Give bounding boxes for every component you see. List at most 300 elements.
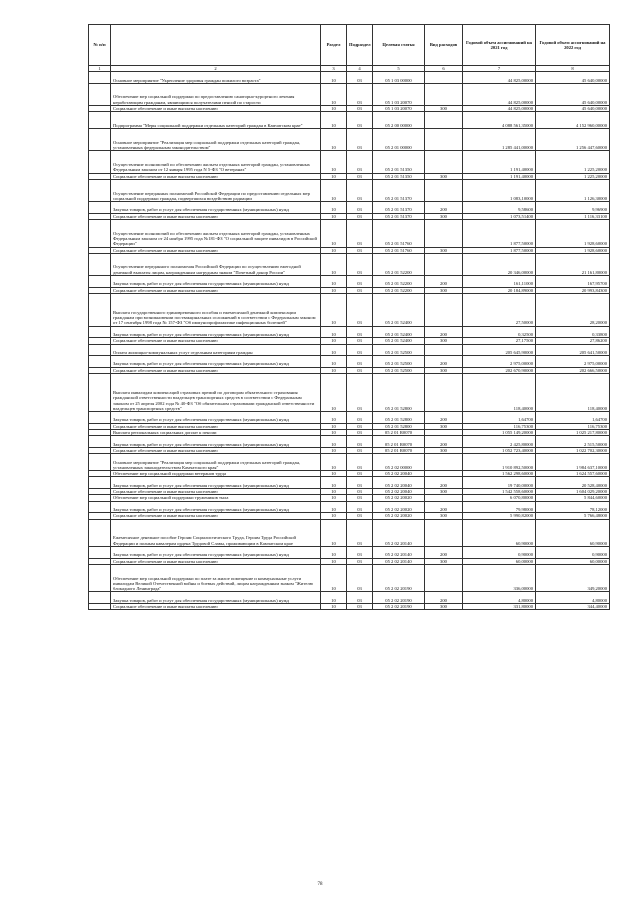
cell-razdel: 10 xyxy=(321,112,347,129)
table-row xyxy=(89,519,610,547)
cell-amount-2021: 118,40000 xyxy=(463,374,536,412)
cell-target-article: 05 1 03 00000 xyxy=(373,72,425,84)
cell-razdel: 10 xyxy=(321,83,347,105)
cell-amount-2021: 60,90000 xyxy=(463,519,536,547)
cell-expense-type: 200 xyxy=(425,202,463,214)
cell-name: Закупка товаров, работ и услуг для обеспечения государственных (муниципальных) нужд xyxy=(111,202,321,214)
cell-number xyxy=(89,374,111,412)
cell-target-article: 05 2 02 20020 xyxy=(373,501,425,513)
cell-amount-2021: 205 645,90000 xyxy=(463,344,536,356)
cell-name: Обеспечение мер социальной поддержки по плате за жилое помещение и коммунальные услуги инвалидам Великой Отечественной войны и боевых действий, лицам награжденным знаком "Жителю блокадного Ленинграда" xyxy=(111,564,321,592)
cell-podrazdel: 03 xyxy=(347,293,373,326)
cell-target-article: 05 2 01 52200 xyxy=(373,253,425,275)
cell-podrazdel: 03 xyxy=(347,202,373,214)
cell-number xyxy=(89,72,111,84)
cell-amount-2022: 1 022 702,30000 xyxy=(536,447,610,453)
cell-name: Социальное обеспечение и иные выплаты населению xyxy=(111,489,321,495)
header-razdel: Раздел xyxy=(321,25,347,66)
cell-amount-2021: 44 825,00000 xyxy=(463,83,536,105)
cell-podrazdel: 03 xyxy=(347,367,373,373)
cell-razdel: 10 xyxy=(321,202,347,214)
column-number: 6 xyxy=(425,66,463,72)
cell-amount-2022: 1 256 447,60000 xyxy=(536,129,610,151)
column-number: 8 xyxy=(536,66,610,72)
table-row xyxy=(89,356,610,368)
cell-name: Социальное обеспечение и иные выплаты населению xyxy=(111,213,321,219)
column-number: 5 xyxy=(373,66,425,72)
cell-razdel: 10 xyxy=(321,287,347,293)
cell-podrazdel: 03 xyxy=(347,558,373,564)
cell-name: Подпрограмма "Меры социальной поддержки отдельных категорий граждан в Камчатском крае" xyxy=(111,112,321,129)
cell-amount-2022: 1 984 637,10000 xyxy=(536,454,610,471)
cell-amount-2021: 4,80000 xyxy=(463,592,536,604)
cell-razdel: 10 xyxy=(321,173,347,179)
cell-amount-2021: 27,17500 xyxy=(463,338,536,344)
cell-podrazdel: 03 xyxy=(347,513,373,519)
cell-expense-type xyxy=(425,72,463,84)
cell-podrazdel: 03 xyxy=(347,72,373,84)
cell-name: Социальное обеспечение и иные выплаты населению xyxy=(111,447,321,453)
cell-name: Закупка товаров, работ и услуг для обеспечения государственных (муниципальных) нужд xyxy=(111,501,321,513)
cell-expense-type: 200 xyxy=(425,436,463,448)
cell-podrazdel: 03 xyxy=(347,436,373,448)
cell-amount-2021: 27,50000 xyxy=(463,293,536,326)
table-row xyxy=(89,129,610,151)
cell-amount-2022: 344,40000 xyxy=(536,603,610,609)
cell-target-article: 05 2 01 51370 xyxy=(373,179,425,201)
cell-expense-type: 200 xyxy=(425,276,463,288)
cell-razdel: 10 xyxy=(321,253,347,275)
cell-target-article: 05 2 01 52400 xyxy=(373,293,425,326)
cell-amount-2021: 44 825,00000 xyxy=(463,106,536,112)
cell-target-article: 05 2 01 52800 xyxy=(373,374,425,412)
cell-razdel: 10 xyxy=(321,558,347,564)
cell-amount-2021: 1 562 298,60000 xyxy=(463,471,536,477)
cell-razdel: 10 xyxy=(321,513,347,519)
cell-name: Социальное обеспечение и иные выплаты населению xyxy=(111,513,321,519)
cell-razdel: 10 xyxy=(321,220,347,248)
cell-expense-type: 300 xyxy=(425,287,463,293)
cell-podrazdel: 03 xyxy=(347,603,373,609)
cell-number xyxy=(89,547,111,559)
cell-target-article: 05 2 02 20190 xyxy=(373,592,425,604)
cell-number xyxy=(89,519,111,547)
header-2022: Годовой объем ассигнований на 2022 год xyxy=(536,25,610,66)
cell-name: Осуществление полномочий по обеспечению жильем отдельных категорий граждан, установленных Федеральным законом от 12 января 1995 года N 5-ФЗ "О ветеранах" xyxy=(111,151,321,173)
cell-name: Выплата инвалидам компенсаций страховых премий по договорам обязательного страхования гражданской ответственности владельцев транспортных средств в соответствии с Федеральным законом от 25 апреля 2002 года № 40-ФЗ "Об обязательном страховании гражданской ответственности владельцев транспортных средств" xyxy=(111,374,321,412)
cell-amount-2021: 1 055 149,20000 xyxy=(463,430,536,436)
cell-target-article: 05 2 01 52500 xyxy=(373,356,425,368)
budget-table-page xyxy=(88,24,609,610)
cell-target-article: 05 2 02 00000 xyxy=(373,454,425,471)
cell-amount-2021: 1 285 441,00000 xyxy=(463,129,536,151)
cell-razdel: 10 xyxy=(321,477,347,489)
cell-target-article: 05 2 01 52400 xyxy=(373,326,425,338)
cell-amount-2022: 20 528,40000 xyxy=(536,477,610,489)
cell-name: Социальное обеспечение и иные выплаты населению xyxy=(111,106,321,112)
cell-target-article: 05 1 03 20070 xyxy=(373,83,425,105)
cell-podrazdel: 03 xyxy=(347,179,373,201)
cell-name: Основное мероприятие "Реализация мер социальной поддержки отдельных категорий граждан, установленных законодательством Камчатского края" xyxy=(111,454,321,471)
cell-razdel: 10 xyxy=(321,412,347,424)
column-number: 1 xyxy=(89,66,111,72)
cell-amount-2021: 19 740,00000 xyxy=(463,477,536,489)
cell-name: Социальное обеспечение и иные выплаты населению xyxy=(111,603,321,609)
cell-name: Закупка товаров, работ и услуг для обеспечения государственных (муниципальных) нужд xyxy=(111,592,321,604)
cell-number xyxy=(89,564,111,592)
cell-amount-2022: 349,20000 xyxy=(536,564,610,592)
cell-amount-2021: 4 088 561,35000 xyxy=(463,112,536,129)
column-number: 3 xyxy=(321,66,347,72)
cell-target-article: 05 1 03 20070 xyxy=(373,106,425,112)
cell-name: Закупка товаров, работ и услуг для обеспечения государственных (муниципальных) нужд xyxy=(111,356,321,368)
header-num: № п/п xyxy=(89,25,111,66)
cell-razdel: 10 xyxy=(321,447,347,453)
cell-expense-type xyxy=(425,179,463,201)
table-header-row xyxy=(89,25,610,66)
cell-target-article: 05 2 01 51760 xyxy=(373,247,425,253)
cell-expense-type xyxy=(425,253,463,275)
cell-podrazdel: 03 xyxy=(347,276,373,288)
cell-amount-2022: 167,95700 xyxy=(536,276,610,288)
cell-target-article: 05 2 01 51350 xyxy=(373,151,425,173)
cell-razdel: 10 xyxy=(321,495,347,501)
cell-expense-type: 300 xyxy=(425,367,463,373)
header-2021: Годовой объем ассигнований на 2021 год xyxy=(463,25,536,66)
cell-target-article: 05 2 01 00000 xyxy=(373,129,425,151)
table-row xyxy=(89,179,610,201)
cell-podrazdel: 03 xyxy=(347,287,373,293)
cell-razdel: 10 xyxy=(321,592,347,604)
cell-amount-2021: 1 191,40000 xyxy=(463,151,536,173)
cell-number xyxy=(89,202,111,214)
cell-amount-2022: 2 515,50000 xyxy=(536,436,610,448)
cell-target-article: 05 2 01 52200 xyxy=(373,287,425,293)
table-row xyxy=(89,72,610,84)
table-row xyxy=(89,374,610,412)
cell-name: Обеспечение мер социальной поддержки по предоставлению санаторно-курортного лечения неработающим гражданам, являющимся получателями пенсий по старости xyxy=(111,83,321,105)
cell-podrazdel: 03 xyxy=(347,564,373,592)
cell-amount-2022: 4,80000 xyxy=(536,592,610,604)
cell-target-article: 05 2 01 51370 xyxy=(373,202,425,214)
cell-expense-type: 200 xyxy=(425,501,463,513)
cell-razdel: 10 xyxy=(321,276,347,288)
cell-number xyxy=(89,344,111,356)
header-target: Целевая статья xyxy=(373,25,425,66)
table-row xyxy=(89,112,610,129)
cell-number xyxy=(89,436,111,448)
cell-expense-type xyxy=(425,519,463,547)
cell-podrazdel: 03 xyxy=(347,477,373,489)
table-row xyxy=(89,344,610,356)
cell-amount-2021: 6 070,80000 xyxy=(463,495,536,501)
cell-number xyxy=(89,293,111,326)
cell-podrazdel: 03 xyxy=(347,592,373,604)
cell-amount-2021: 20 184,89000 xyxy=(463,287,536,293)
table-row xyxy=(89,603,610,609)
header-podrazdel: Подраздел xyxy=(347,25,373,66)
cell-amount-2021: 9,58600 xyxy=(463,202,536,214)
cell-podrazdel: 03 xyxy=(347,374,373,412)
cell-name: Социальное обеспечение и иные выплаты населению xyxy=(111,173,321,179)
cell-expense-type: 300 xyxy=(425,338,463,344)
table-row xyxy=(89,412,610,424)
cell-podrazdel: 03 xyxy=(347,471,373,477)
cell-number xyxy=(89,592,111,604)
cell-target-article: 05 2 01 52200 xyxy=(373,276,425,288)
column-number: 7 xyxy=(463,66,536,72)
cell-amount-2021: 79,98000 xyxy=(463,501,536,513)
cell-amount-2021: 2 975,00000 xyxy=(463,356,536,368)
cell-amount-2022: 1 604 029,20000 xyxy=(536,489,610,495)
cell-expense-type: 200 xyxy=(425,592,463,604)
cell-expense-type: 300 xyxy=(425,513,463,519)
cell-number xyxy=(89,129,111,151)
cell-razdel: 10 xyxy=(321,489,347,495)
cell-podrazdel: 03 xyxy=(347,412,373,424)
cell-amount-2022: 4 152 960,00000 xyxy=(536,112,610,129)
cell-number xyxy=(89,112,111,129)
cell-podrazdel: 03 xyxy=(347,151,373,173)
cell-expense-type: 300 xyxy=(425,213,463,219)
cell-podrazdel: 03 xyxy=(347,495,373,501)
cell-podrazdel: 03 xyxy=(347,344,373,356)
cell-amount-2021: 1 877,50000 xyxy=(463,220,536,248)
cell-amount-2022: 60,90000 xyxy=(536,519,610,547)
cell-amount-2021: 1 910 892,50000 xyxy=(463,454,536,471)
cell-podrazdel: 03 xyxy=(347,253,373,275)
cell-amount-2021: 1 052 723,40000 xyxy=(463,447,536,453)
table-row xyxy=(89,253,610,275)
cell-target-article: 05 2 01 R0070 xyxy=(373,447,425,453)
cell-name: Осуществление переданных полномочий Российской Федерации по предоставлению отдельных мер социальной поддержки граждан, подвергшихся воздействию радиации xyxy=(111,179,321,201)
cell-name: Выплата региональных социальных доплат к пенсии xyxy=(111,430,321,436)
table-row xyxy=(89,220,610,248)
table-row xyxy=(89,293,610,326)
cell-expense-type xyxy=(425,564,463,592)
table-row xyxy=(89,151,610,173)
table-row xyxy=(89,276,610,288)
cell-amount-2021: 5 990,82000 xyxy=(463,513,536,519)
cell-number xyxy=(89,356,111,368)
cell-number xyxy=(89,412,111,424)
cell-target-article: 05 2 01 52400 xyxy=(373,338,425,344)
cell-expense-type: 300 xyxy=(425,447,463,453)
cell-name: Социальное обеспечение и иные выплаты населению xyxy=(111,247,321,253)
cell-amount-2021: 20 346,00000 xyxy=(463,253,536,275)
cell-number xyxy=(89,220,111,248)
column-number: 2 xyxy=(111,66,321,72)
cell-amount-2022: 60,00000 xyxy=(536,558,610,564)
cell-amount-2022: 0,33800 xyxy=(536,326,610,338)
cell-expense-type: 200 xyxy=(425,356,463,368)
cell-amount-2021: 1 877,50000 xyxy=(463,247,536,253)
cell-podrazdel: 03 xyxy=(347,106,373,112)
cell-expense-type: 300 xyxy=(425,603,463,609)
cell-name: Осуществление переданного полномочия Российской Федерации по осуществлению ежегодной денежной выплаты лицам, награжденным нагрудным знаком "Почетный донор России" xyxy=(111,253,321,275)
table-row xyxy=(89,326,610,338)
cell-amount-2022: 202 666,50000 xyxy=(536,367,610,373)
cell-amount-2022: 1 928,60000 xyxy=(536,220,610,248)
cell-amount-2022: 21 161,80000 xyxy=(536,253,610,275)
cell-name: Осуществление полномочий по обеспечению жильем отдельных категорий граждан, установленных Федеральным законом от 24 ноября 1995 года №181-ФЗ "О социальной защите инвалидов в Российской Федерации" xyxy=(111,220,321,248)
cell-razdel: 10 xyxy=(321,547,347,559)
budget-table xyxy=(88,24,610,610)
cell-amount-2022: 116,75300 xyxy=(536,423,610,429)
cell-expense-type: 300 xyxy=(425,106,463,112)
cell-razdel: 10 xyxy=(321,430,347,436)
cell-razdel: 10 xyxy=(321,247,347,253)
cell-razdel: 10 xyxy=(321,374,347,412)
header-name xyxy=(111,25,321,66)
cell-number xyxy=(89,501,111,513)
cell-amount-2022: 9,96900 xyxy=(536,202,610,214)
cell-target-article: 05 2 01 R0070 xyxy=(373,436,425,448)
cell-podrazdel: 03 xyxy=(347,547,373,559)
cell-amount-2022: 1 225,20000 xyxy=(536,151,610,173)
table-row xyxy=(89,477,610,489)
cell-amount-2022: 27,86200 xyxy=(536,338,610,344)
cell-amount-2021: 2 425,80000 xyxy=(463,436,536,448)
cell-podrazdel: 03 xyxy=(347,356,373,368)
cell-target-article: 05 2 01 52800 xyxy=(373,412,425,424)
cell-expense-type: 300 xyxy=(425,423,463,429)
cell-target-article: 05 2 02 20140 xyxy=(373,558,425,564)
cell-podrazdel: 03 xyxy=(347,423,373,429)
cell-amount-2021: 60,00000 xyxy=(463,558,536,564)
cell-expense-type: 200 xyxy=(425,326,463,338)
cell-expense-type: 200 xyxy=(425,477,463,489)
cell-expense-type xyxy=(425,293,463,326)
cell-podrazdel: 03 xyxy=(347,519,373,547)
cell-number xyxy=(89,276,111,288)
cell-target-article: 05 2 02 20040 xyxy=(373,489,425,495)
cell-name: Социальное обеспечение и иные выплаты населению xyxy=(111,338,321,344)
cell-amount-2021: 44 825,00000 xyxy=(463,72,536,84)
cell-name: Ежемесячное денежное пособие Героям Социалистического Труда, Героям Труда Российской Федерации и полным кавалерам ордена Трудовой Славы, проживающим в Камчатском крае xyxy=(111,519,321,547)
cell-number xyxy=(89,454,111,471)
cell-name: Основное мероприятие "Реализация мер социальной поддержки отдельных категорий граждан, установленных федеральным законодательством" xyxy=(111,129,321,151)
cell-expense-type xyxy=(425,454,463,471)
cell-amount-2022: 1 928,60000 xyxy=(536,247,610,253)
cell-expense-type xyxy=(425,344,463,356)
column-number: 4 xyxy=(347,66,373,72)
cell-razdel: 10 xyxy=(321,179,347,201)
cell-name: Социальное обеспечение и иные выплаты населению xyxy=(111,287,321,293)
cell-razdel: 10 xyxy=(321,367,347,373)
cell-number xyxy=(89,83,111,105)
cell-amount-2022: 78,12000 xyxy=(536,501,610,513)
table-row xyxy=(89,592,610,604)
table-row xyxy=(89,454,610,471)
cell-amount-2021: 0,32500 xyxy=(463,326,536,338)
cell-expense-type: 200 xyxy=(425,412,463,424)
table-row xyxy=(89,564,610,592)
cell-podrazdel: 03 xyxy=(347,501,373,513)
table-row xyxy=(89,501,610,513)
cell-podrazdel: 03 xyxy=(347,112,373,129)
cell-podrazdel: 03 xyxy=(347,489,373,495)
cell-name: Закупка товаров, работ и услуг для обеспечения государственных (муниципальных) нужд xyxy=(111,326,321,338)
cell-name: Закупка товаров, работ и услуг для обеспечения государственных (муниципальных) нужд xyxy=(111,477,321,489)
cell-podrazdel: 03 xyxy=(347,247,373,253)
cell-name: Основное мероприятие "Укрепление здоровья граждан пожилого возраста" xyxy=(111,72,321,84)
cell-amount-2022: 1 025 217,80000 xyxy=(536,430,610,436)
cell-amount-2022: 118,40000 xyxy=(536,374,610,412)
cell-podrazdel: 03 xyxy=(347,454,373,471)
cell-target-article: 05 2 02 20140 xyxy=(373,519,425,547)
cell-target-article: 05 2 02 20140 xyxy=(373,547,425,559)
cell-amount-2021: 331,80000 xyxy=(463,603,536,609)
cell-razdel: 10 xyxy=(321,326,347,338)
cell-expense-type: 300 xyxy=(425,558,463,564)
cell-target-article: 05 2 00 00000 xyxy=(373,112,425,129)
cell-razdel: 10 xyxy=(321,454,347,471)
cell-amount-2022: 1 624 557,60000 xyxy=(536,471,610,477)
cell-name: Закупка товаров, работ и услуг для обеспечения государственных (муниципальных) нужд xyxy=(111,436,321,448)
cell-podrazdel: 03 xyxy=(347,447,373,453)
cell-podrazdel: 03 xyxy=(347,338,373,344)
cell-razdel: 10 xyxy=(321,72,347,84)
cell-expense-type: 300 xyxy=(425,247,463,253)
cell-amount-2022: 5 844,60000 xyxy=(536,495,610,501)
cell-amount-2022: 45 640,00000 xyxy=(536,83,610,105)
cell-podrazdel: 03 xyxy=(347,326,373,338)
cell-name: Закупка товаров, работ и услуг для обеспечения государственных (муниципальных) нужд xyxy=(111,412,321,424)
table-row xyxy=(89,83,610,105)
cell-name: Закупка товаров, работ и услуг для обеспечения государственных (муниципальных) нужд xyxy=(111,276,321,288)
cell-razdel: 10 xyxy=(321,423,347,429)
page-number: 78 xyxy=(317,882,323,887)
cell-amount-2022: 1 116,33100 xyxy=(536,213,610,219)
cell-number xyxy=(89,151,111,173)
cell-expense-type xyxy=(425,129,463,151)
cell-amount-2021: 1 083,10000 xyxy=(463,179,536,201)
cell-number xyxy=(89,326,111,338)
cell-razdel: 10 xyxy=(321,344,347,356)
table-row xyxy=(89,202,610,214)
cell-amount-2021: 336,00000 xyxy=(463,564,536,592)
cell-target-article: 05 2 01 52800 xyxy=(373,423,425,429)
cell-target-article: 05 2 01 52500 xyxy=(373,367,425,373)
cell-amount-2022: 1 225,20000 xyxy=(536,173,610,179)
cell-number xyxy=(89,179,111,201)
cell-name: Социальное обеспечение и иные выплаты населению xyxy=(111,367,321,373)
cell-name: Выплата государственного единовременного пособия и ежемесячной денежной компенсации гражданам при возникновении поствакцинальных осложнений в соответствии с Федеральным законом от 17 сентября 1998 года № 157-ФЗ "Об иммунопрофилактике инфекционных болезней" xyxy=(111,293,321,326)
cell-podrazdel: 03 xyxy=(347,213,373,219)
cell-target-article: 05 2 02 20190 xyxy=(373,564,425,592)
cell-target-article: 05 2 01 51760 xyxy=(373,220,425,248)
cell-razdel: 10 xyxy=(321,106,347,112)
cell-name: Обеспечение мер социальной поддержки тружеников тыла xyxy=(111,495,321,501)
cell-razdel: 10 xyxy=(321,436,347,448)
cell-target-article: 05 2 01 52500 xyxy=(373,344,425,356)
cell-expense-type: 300 xyxy=(425,489,463,495)
cell-razdel: 10 xyxy=(321,471,347,477)
cell-expense-type xyxy=(425,83,463,105)
cell-amount-2021: 116,75300 xyxy=(463,423,536,429)
cell-amount-2021: 0,90000 xyxy=(463,547,536,559)
cell-podrazdel: 03 xyxy=(347,430,373,436)
cell-amount-2022: 20 993,84300 xyxy=(536,287,610,293)
cell-expense-type xyxy=(425,151,463,173)
cell-razdel: 10 xyxy=(321,293,347,326)
cell-podrazdel: 03 xyxy=(347,173,373,179)
cell-razdel: 10 xyxy=(321,338,347,344)
cell-amount-2022: 205 641,50000 xyxy=(536,344,610,356)
cell-name: Социальное обеспечение и иные выплаты населению xyxy=(111,558,321,564)
cell-razdel: 10 xyxy=(321,129,347,151)
